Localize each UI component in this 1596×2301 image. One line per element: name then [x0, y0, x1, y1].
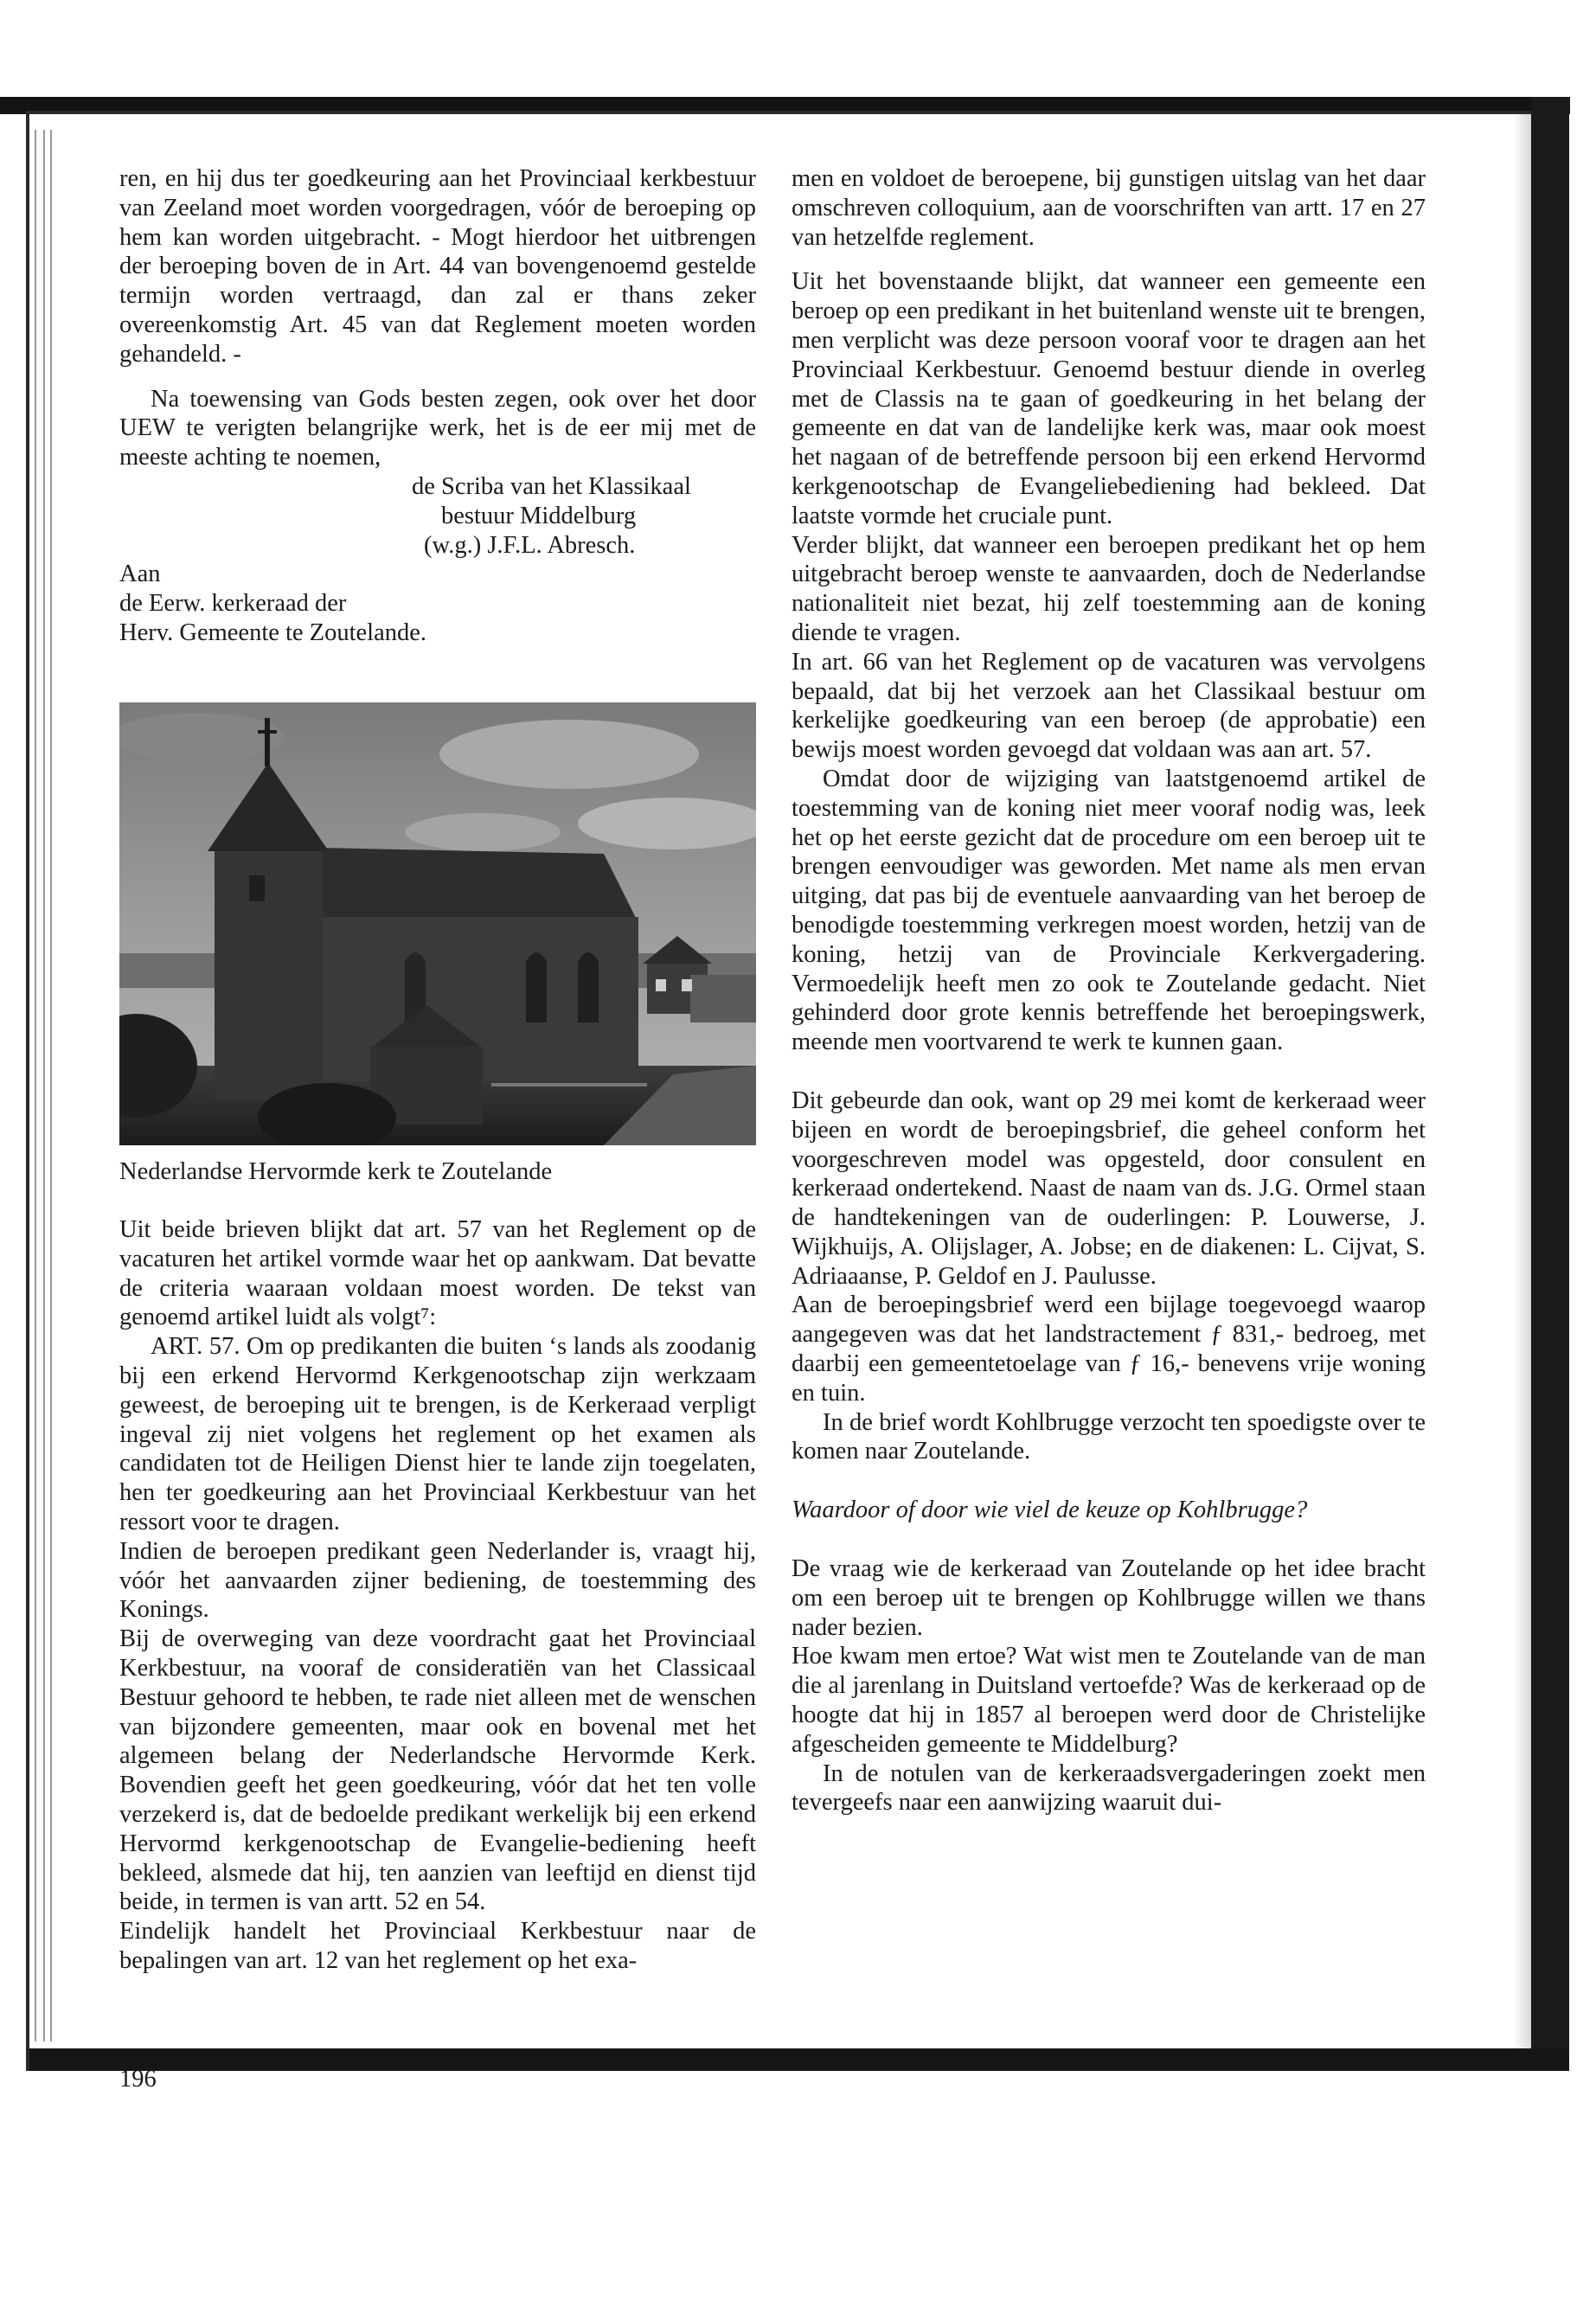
tower-cross [258, 730, 277, 734]
scan-margin-top [0, 0, 1596, 111]
paragraph: Uit beide brieven blijkt dat art. 57 van het Reglement op de vacaturen het artikel vormde waar het op aankwam. Dat bevatte de criteria waaraan voldaan moest worden. De tekst van genoemd artikel luidt als volgt⁷: [119, 1216, 756, 1331]
scan-border-right [1531, 97, 1569, 2069]
fence [491, 1083, 647, 1086]
church-photo [119, 702, 756, 1145]
church-tower [215, 849, 323, 1100]
house [690, 975, 756, 1022]
page-edge-line [35, 130, 36, 2041]
house-window [656, 979, 666, 991]
signature-line: (w.g.) J.F.L. Abresch. [424, 531, 636, 559]
signature-line: de Scriba van het Klassikaal [412, 472, 691, 500]
quoted-article: Indien de beroepen predikant geen Nederlander is, vraagt hij, vóór het aanvaarden zijner bediening, de toestemming des Konings. [119, 1537, 756, 1624]
page-edge-line [50, 130, 52, 2041]
paragraph: In de notulen van de kerkeraadsvergaderingen zoekt men tevergeefs naar een aanwijzing waaruit dui- [792, 1759, 1426, 1817]
paragraph: Omdat door de wijziging van laatstgenoemd artikel de toestemming van de koning niet meer vooraf nodig was, leek het op het eerste gezicht dat de procedure om een beroep uit te brengen eenvoudiger was geworden. Met name als men ervan uitging, dat pas bij de eventuele aanvaarding van het beroep de benodigde toestemming verkregen moest worden, hetzij van de koning, hetzij van de Provinciale Kerkvergadering. Vermoedelijk heeft men zo ook te Zoutelande gedacht. Niet gehinderd door grote kennis betreffende het beroepingswerk, meende men voortvarend te werk te kunnen gaan. [792, 765, 1426, 1056]
paragraph: Verder blijkt, dat wanneer een beroepen predikant het op hem uitgebracht beroep wenste te aanvaarden, doch de Nederlandse nationaliteit niet bezat, hij zelf toestemming aan de koning diende te vragen. [792, 531, 1426, 646]
paragraph: Aan de beroepingsbrief werd een bijlage toegevoegd waarop aangegeven was dat het landstractement ƒ 831,- bedroeg, met daarbij een gemeentetoelage van ƒ 16,- benevens vrije woning en tuin. [792, 1292, 1426, 1407]
paragraph: De vraag wie de kerkeraad van Zoutelande op het idee bracht om een beroep uit te brengen op Kohlbrugge willen we thans nader bezien. [792, 1555, 1426, 1641]
church-window [578, 952, 599, 1022]
page-edge-left [26, 111, 29, 2071]
cloud [439, 720, 699, 789]
tower-window [249, 875, 265, 901]
signature-line: bestuur Middelburg [441, 502, 637, 529]
left-column-upper [119, 164, 756, 648]
address-line: de Eerw. kerkeraad der [119, 590, 347, 618]
left-column-lower [119, 1215, 756, 1976]
section-heading: Waardoor of door wie viel de keuze op Kohlbrugge? [792, 1497, 1308, 1524]
paragraph: In art. 66 van het Reglement op de vacaturen was vervolgens bepaald, dat bij het verzoek aan het Classikaal bestuur om kerkelijke goedkeuring van een beroep (de approbatie) een bewijs moest worden gevoegd dat voldaan was aan art. 57. [792, 648, 1426, 764]
page-number: 196 [119, 2066, 157, 2093]
right-column [792, 164, 1426, 1817]
page-edge-top [26, 111, 1531, 114]
photo-caption: Nederlandse Hervormde kerk te Zoutelande [119, 1158, 553, 1185]
paragraph: In de brief wordt Kohlbrugge verzocht ten spoedigste over te komen naar Zoutelande. [792, 1408, 1426, 1465]
page-gutter-shadow [1516, 114, 1531, 2069]
paragraph: Hoe kwam men ertoe? Wat wist men te Zoutelande van de man die al jarenlang in Duitsland vertoefde? Was de kerkeraad op de hoogte dat hij in 1857 al beroepen werd door de Christelijke afgescheiden gemeente te Middelburg? [792, 1643, 1426, 1758]
paragraph: ren, en hij dus ter goedkeuring aan het Provinciaal kerkbestuur van Zeeland moet worden voorgedragen, vóór de beroeping op hem kan worden uitgebracht. - Mogt hierdoor het uitbrengen der beroeping boven de in Art. 44 van bovengenoemd gestelde termijn worden vertraagd, dan zal er thans zeker overeenkomstig Art. 45 van dat Reglement moeten worden gehandeld. - [119, 165, 756, 368]
tower-spire [265, 718, 270, 766]
quoted-article: ART. 57. Om op predikanten die buiten ‘s lands als zoodanig bij een erkend Hervormd Kerkgenootschap zijn werkzaam geweest, de beroeping uit te brengen, is de Kerkeraad verpligt ingeval zij niet volgens het reglement op het examen als candidaten tot de Heiligen Dienst hier te lande zijn toegelaten, hen ter goedkeuring aan het Provinciaal Kerkbestuur van het ressort voor te dragen. [119, 1333, 756, 1535]
address-line: Herv. Gemeente te Zoutelande. [119, 619, 427, 646]
cloud [405, 813, 561, 851]
address-line: Aan [119, 561, 161, 588]
quoted-article: Eindelijk handelt het Provinciaal Kerkbestuur naar de bepalingen van art. 12 van het reglement op het exa- [119, 1918, 756, 1974]
paragraph: men en voldoet de beroepene, bij gunstigen uitslag van het daar omschreven colloquium, aan de voorschriften van artt. 17 en 27 van hetzelfde reglement. [792, 165, 1426, 251]
church-roof [318, 848, 638, 923]
page-edge-line [43, 130, 45, 2041]
paragraph: Dit gebeurde dan ook, want op 29 mei komt de kerkeraad weer bijeen en wordt de beroepingsbrief, die geheel conform het voorgeschreven model was opgesteld, door consulent en kerkeraad ondertekend. Naast de naam van ds. J.G. Ormel staan de handtekeningen van de ouderlingen: P. Louwerse, J. Wijkhuijs, A. Olijslager, A. Jobse; en de diakenen: L. Cijvat, S. Adriaaanse, P. Geldof en J. Paulusse. [792, 1086, 1426, 1290]
scan-border-bottom [26, 2048, 1569, 2071]
house-window [682, 979, 692, 991]
paragraph: Na toewensing van Gods besten zegen, ook over het door UEW te verigten belangrijke werk, het is de eer mij met de meeste achting te noemen, [119, 385, 756, 471]
quoted-article: Bij de overweging van deze voordracht gaat het Provinciaal Kerkbestuur, na vooraf de consideratiën van het Classicaal Bestuur gehoord te hebben, te rade niet alleen met de wenschen van bijzondere gemeenten, maar ook en bovenal met het algemeen belang der Nederlandsche Hervormde Kerk. Bovendien geeft het geen goedkeuring, vóór dat het ten volle verzekerd is, dat de bedoelde predikant werkelijk bij een erkend Hervormd kerkgenootschap de Evangelie-bediening heeft bekleed, alsmede dat hij, ten aanzien van leeftijd en dienst tijd beide, in termen is van artt. 52 en 54. [119, 1625, 756, 1916]
paragraph: Uit het bovenstaande blijkt, dat wanneer een gemeente een beroep op een predikant in het buitenland wenste uit te brengen, men verplicht was deze persoon vooraf voor te dragen aan het Provinciaal Kerkbestuur. Genoemd bestuur diende in overleg met de Classis na te gaan of goedkeuring in het belang der gemeente en dat van de landelijke kerk was, maar ook moest het nagaan of de betreffende persoon bij een erkend Hervormd kerkgenootschap de Evangeliebediening had bekleed. Dat laatste vormde het cruciale punt. [792, 268, 1426, 529]
church-window [526, 952, 547, 1022]
